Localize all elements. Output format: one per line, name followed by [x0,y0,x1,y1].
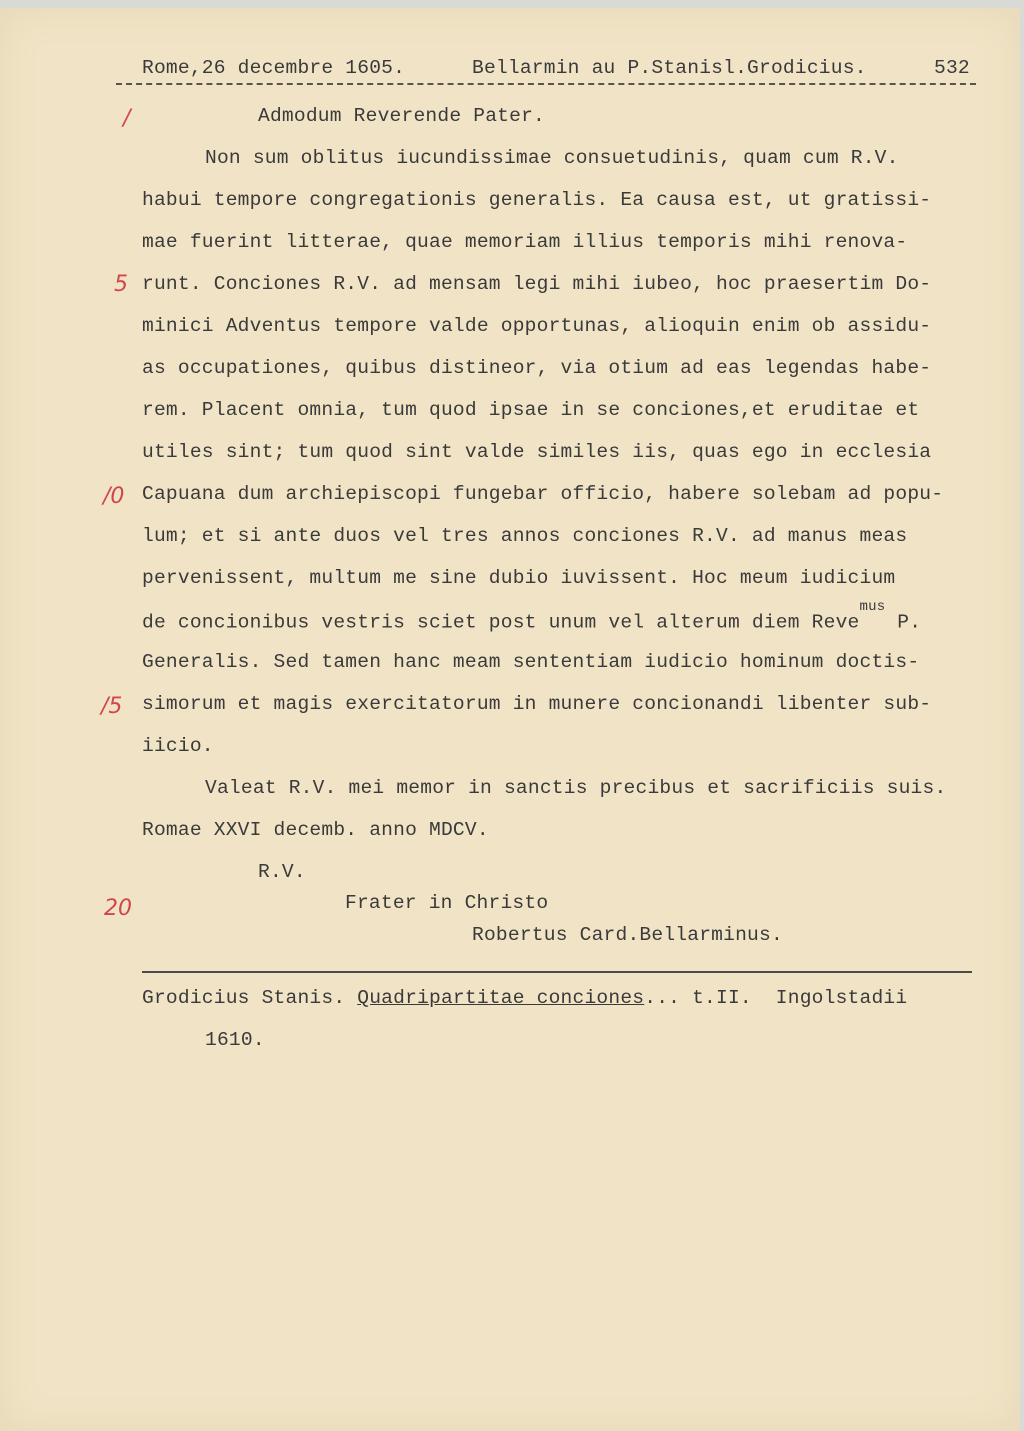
body-line-7: rem. Placent omnia, tum quod ipsae in se conciones,et eruditae et [142,399,920,421]
body-line-14: simorum et magis exercitatorum in munere concionandi libenter sub- [142,693,932,715]
signature: Robertus Card.Bellarminus. [472,924,783,946]
margin-mark-5: 5 [114,272,128,297]
body-line-4: runt. Conciones R.V. ad mensam legi mihi iubeo, hoc praesertim Do- [142,273,932,295]
closing-frater: Frater in Christo [345,892,549,914]
footnote-rule [142,971,972,973]
salutation: Admodum Reverende Pater. [258,105,545,127]
body-line-1: Non sum oblitus iucundissimae consuetudinis, quam cum R.V. [205,147,899,169]
body-line-6: as occupationes, quibus distineor, via otium ad eas legendas habe- [142,357,932,379]
footnote-author: Grodicius Stanis. [142,987,358,1009]
margin-mark-15: /5 [101,694,123,719]
closing-rv: R.V. [258,861,306,883]
body-line-10: lum; et si ante duos vel tres annos conciones R.V. ad manus meas [142,525,908,547]
body-line-5: minici Adventus tempore valde opportunas, alioquin enim ob assidu- [142,315,932,337]
header-page-number: 532 [934,57,970,79]
margin-mark-10: /0 [103,484,125,509]
footnote-title: Quadripartitae conciones [357,987,645,1009]
body-line-15: iicio. [142,735,214,757]
body-line-3: mae fuerint litterae, quae memoriam illius temporis mihi renova- [142,231,908,253]
footnote-year: 1610. [205,1029,265,1051]
body-line-16: Valeat R.V. mei memor in sanctis precibus et sacrificiis suis. [205,777,947,799]
body-line-8: utiles sint; tum quod sint valde similes iis, quas ego in ecclesia [142,441,932,463]
body-line-9: Capuana dum archiepiscopi fungebar officio, habere solebam ad popu- [142,483,944,505]
footnote-line-1 [142,987,907,1009]
body-line-17: Romae XXVI decemb. anno MDCV. [142,819,489,841]
superscript-mus: mus [859,599,886,615]
footnote-rest: ... t.II. Ingolstadii [644,987,908,1009]
body-line-12-text: de concionibus vestris sciet post unum vel alterum diem Reve [142,611,860,634]
letter-page [0,8,1020,1431]
margin-mark-20: 20 [104,896,132,921]
body-line-12 [142,599,922,634]
body-line-13: Generalis. Sed tamen hanc meam sententiam iudicio hominum doctis- [142,651,920,673]
margin-mark-start: / [123,106,131,131]
header-place-date: Rome,26 decembre 1605. [142,57,406,79]
header-rule [116,83,976,85]
body-line-11: pervenissent, multum me sine dubio iuvissent. Hoc meum iudicium [142,567,896,589]
body-line-12-tail: P. [885,611,922,634]
body-line-2: habui tempore congregationis generalis. Ea causa est, ut gratissi- [142,189,932,211]
header-subject: Bellarmin au P.Stanisl.Grodicius. [472,57,867,79]
